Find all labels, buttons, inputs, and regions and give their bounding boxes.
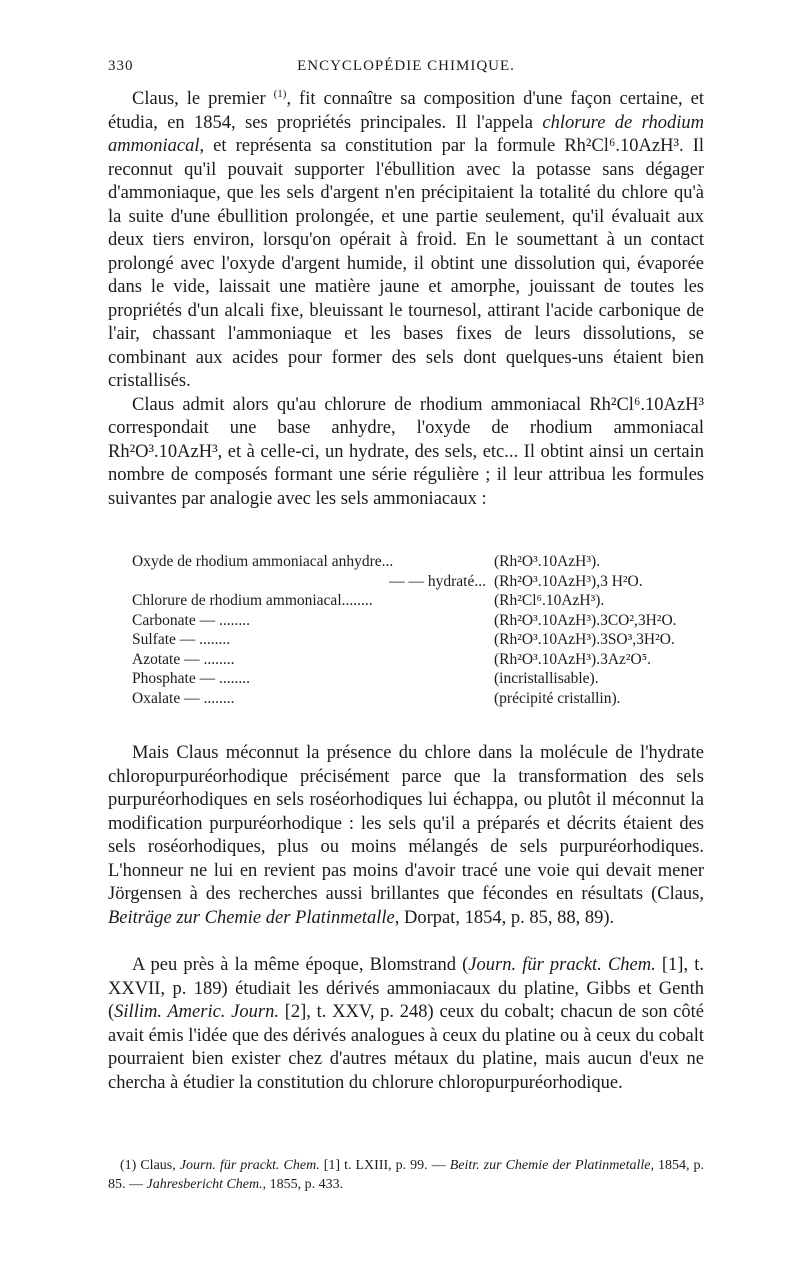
text-span: , fit connaître sa composition d'une façon certaine, et étudia, en 1854, ses propriétés principales. Il l'appela (108, 89, 704, 133)
footnote-1 (108, 1156, 704, 1194)
table-row (132, 650, 692, 670)
running-head (108, 58, 704, 86)
text-span: (1) Claus, (120, 1158, 180, 1173)
citation: Beitr. zur Chemie der Platinmetalle, (449, 1158, 654, 1173)
paragraph-2: Claus admit alors qu'au chlorure de rhodium ammoniacal Rh²Cl⁶.10AzH³ correspondait une base anhydre, l'oxyde de rhodium ammoniacal Rh²O³.10AzH³, et à celle-ci, un hydrate, des sels, etc... Il obtint ainsi un certain nombre de composés formant une série régulière ; il leur attribua les formules suivantes par analogie avec les sels ammoniacaux : (108, 394, 704, 509)
footnotes (108, 1156, 704, 1194)
compound-formula: (Rh²O³.10AzH³). (494, 553, 601, 570)
formula-table (132, 552, 692, 708)
table-row (132, 572, 692, 592)
compound-formula: (Rh²Cl⁶.10AzH³). (494, 592, 605, 609)
text-span: [1], t. XXVII, p. 189) étudiait les dérivés ammoniacaux du platine, Gibbs et Genth ( (108, 955, 704, 1022)
table-row (132, 552, 692, 572)
compound-label: Azotate — ........ (132, 650, 235, 668)
compound-label: Chlorure de rhodium ammoniacal........ (132, 592, 373, 609)
citation: Journ. für prackt. Chem. (179, 1158, 320, 1173)
paragraph-3 (108, 742, 704, 930)
compound-formula: (Rh²O³.10AzH³),3 H²O. (494, 572, 643, 590)
compound-formula: (Rh²O³.10AzH³).3SO³,3H²O. (494, 631, 675, 648)
citation: Beiträge zur Chemie der Platinmetalle (108, 907, 395, 928)
header-title: ENCYCLOPÉDIE CHIMIQUE. (297, 58, 515, 74)
compound-label: Oxyde de rhodium ammoniacal anhydre... (132, 553, 394, 570)
compound-label: Phosphate — ........ (132, 670, 250, 687)
paragraph-1 (108, 88, 704, 394)
compound-name: chlorure de rhodium ammoniacal (108, 112, 704, 156)
citation: Sillim. Americ. Journ. (114, 1002, 279, 1022)
text-span: A peu près à la même époque, Blomstrand ( (132, 955, 469, 975)
text-span: , et représenta sa constitution par la formule Rh²Cl⁶.10AzH³. Il reconnut qu'il pouvait supporter l'ébullition avec la potasse sans dégager d'ammoniaque, que les sels d'argent n'en précipitaient la totalité du chlore qu'à la suite d'une ébullition prolongée, et une partie seulement, qu'il évaluait aux deux tiers environ, lorsqu'on opérait à froid. En le soumettant à un contact prolongé avec l'oxyde d'argent humide, il obtint une dissolution qui, évaporée dans le vide, laissait une matière jaune et amorphe, jouissant de toutes les propriétés d'un alcali fixe, bleuissant le tournesol, attirant l'acide carbonique de l'air, chassant l'ammoniaque et les bases fixes de leurs dissolutions, se combinant aux acides pour former des sels dont quelques-uns étaient bien cristallisés. (108, 136, 704, 391)
body-text-continued (108, 742, 704, 1095)
text-span: Mais Claus méconnut la présence du chlore dans la molécule de l'hydrate chloropurpuréorhodique précisément parce que la transformation des sels purpuréorhodiques en sels roséorhodiques lui échappa, ou plutôt il méconnut la modification purpuréorhodique : les sels qu'il a préparés et décrits étaient des sels roséorhodiques, plus ou moins mélangés de sels purpuréorhodiques. L'honneur ne lui en revient pas moins d'avoir tracé une voie qui devait mener Jörgensen à des recherches aussi brillantes que fécondes en résultats (Claus, (108, 743, 704, 904)
text-span: , Dorpat, 1854, p. 85, 88, 89). (394, 907, 615, 928)
table-row (132, 669, 692, 689)
page-number: 330 (108, 58, 134, 74)
compound-label: Sulfate — ........ (132, 631, 231, 648)
footnote-reference: (1) (273, 87, 287, 100)
paragraph-gap (108, 930, 704, 954)
table-row (132, 689, 692, 709)
table-row (132, 591, 692, 611)
body-text (108, 88, 704, 511)
text-span: [2], t. XXV, p. 248) ceux du cobalt; chacun de son côté avait émis l'idée que des dérivés analogues à ceux du platine ou à ceux du cobalt pourraient bien exister chez d'autres métaux du platine, mais aucun d'eux ne chercha à étudier la constitution du chlorure chloropurpuréorhodique. (108, 1002, 704, 1093)
table-row (132, 611, 692, 631)
citation: Journ. für prackt. Chem. (468, 955, 656, 975)
compound-label: Carbonate — ........ (132, 611, 250, 629)
compound-formula: (incristallisable). (494, 670, 599, 687)
text-span: , 1855, p. 433. (262, 1177, 344, 1192)
citation: Jahresbericht Chem. (146, 1177, 263, 1192)
compound-formula: (Rh²O³.10AzH³).3Az²O⁵. (494, 650, 652, 668)
compound-label: — — hydraté... (389, 572, 486, 590)
text-span: 1854, p. 85. — (108, 1158, 704, 1192)
compound-label: Oxalate — ........ (132, 689, 235, 707)
paragraph-4 (108, 954, 704, 1095)
compound-formula: (précipité cristallin). (494, 689, 621, 707)
text-span: [1] t. LXIII, p. 99. — (319, 1158, 450, 1173)
compound-formula: (Rh²O³.10AzH³).3CO²,3H²O. (494, 611, 677, 629)
table-row (132, 630, 692, 650)
text-span: Claus, le premier (132, 89, 274, 109)
